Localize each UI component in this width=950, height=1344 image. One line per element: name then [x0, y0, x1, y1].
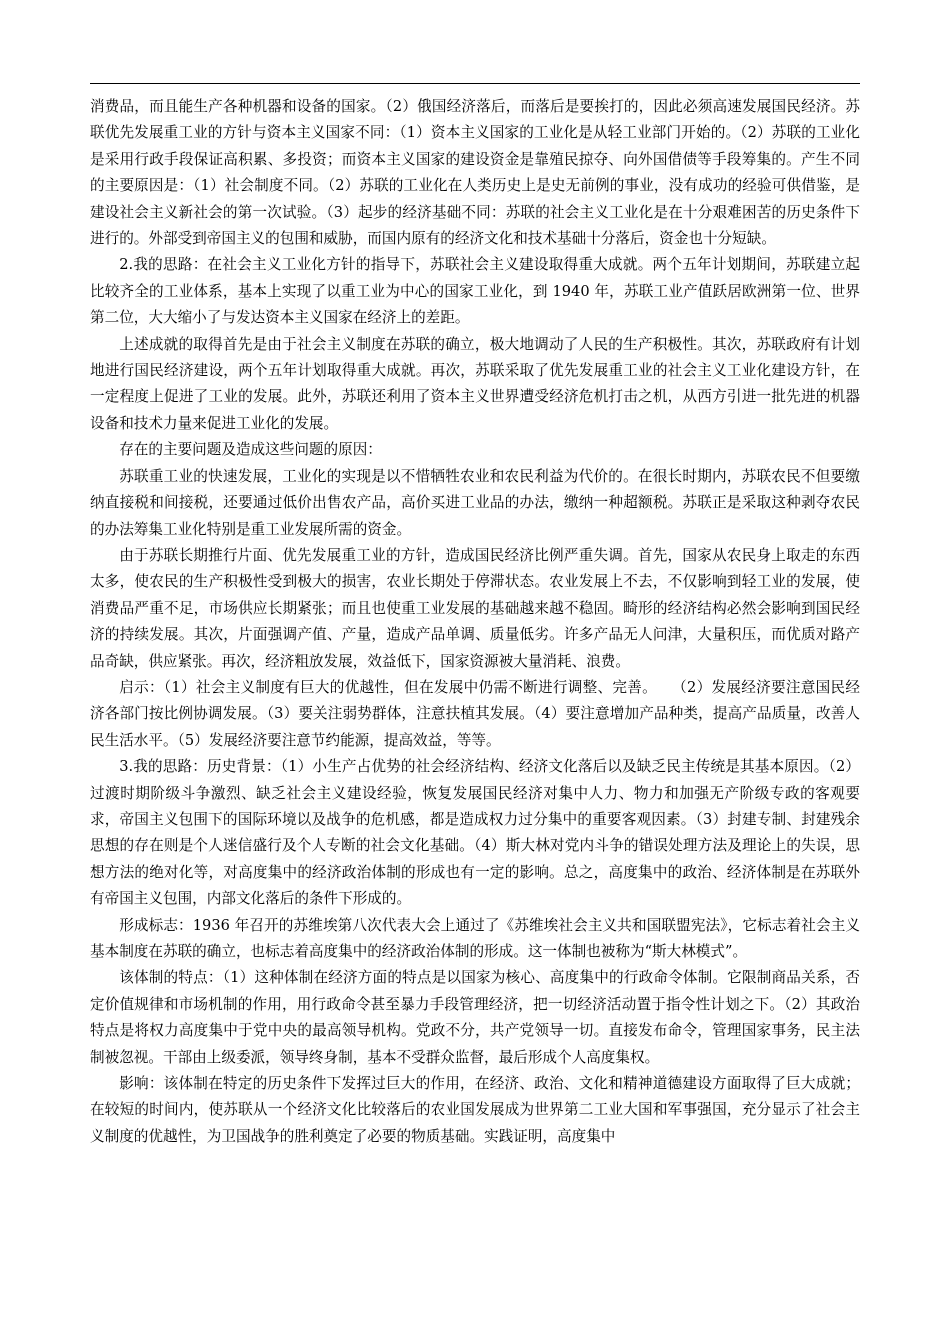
paragraph-problems-heading: 存在的主要问题及造成这些问题的原因： — [119, 441, 382, 459]
paragraph-impact: 影响：该体制在特定的历史条件下发挥过巨大的作用，在经济、政治、文化和精神道德建设方面取得了巨大成就；在较短的时间内，使苏联从一个经济文化比较落后的农业国发展成为世界第二工业大国和军事强国，充分显示了社会主义制度的优越性，为卫国战争的胜利奠定了必要的物质基础。实践证明，高度集中 — [90, 1075, 860, 1145]
paragraph-thinking-2: 2.我的思路：在社会主义工业化方针的指导下，苏联社会主义建设取得重大成就。两个五年计划期间，苏联建立起比较齐全的工业体系，基本上实现了以重工业为中心的国家工业化，到 1940 年，苏联工业产值跃居欧洲第一位、世界第二位，大大缩小了与发达资本主义国家在经济上的差距。 — [90, 256, 860, 327]
paragraph-thinking-3: 3.我的思路：历史背景：（1）小生产占优势的社会经济结构、经济文化落后以及缺乏民主传统是其基本原因。（2）过渡时期阶级斗争激烈、缺乏社会主义建设经验，恢复发展国民经济对集中人力、物力和加强无产阶级专政的客观要求，帝国主义包围下的国际环境以及战争的危机感，都是造成权力过分集中的重要客观因素。（3）封建专制、封建残余思想的存在则是个人迷信盛行及个人专断的社会文化基础。（4）斯大林对党内斗争的错误处理方法及理论上的失误，思想方法的绝对化等，对高度集中的经济政治体制的形成也有一定的影响。总之，高度集中的政治、经济体制是在苏联外有帝国主义包围，内部文化落后的条件下形成的。 — [90, 758, 860, 908]
paragraph-achievement-reasons: 上述成就的取得首先是由于社会主义制度在苏联的确立，极大地调动了人民的生产积极性。其次，苏联政府有计划地进行国民经济建设，两个五年计划取得重大成就。再次，苏联采取了优先发展重工业的社会主义工业化建设方针，在一定程度上促进了工业的发展。此外，苏联还利用了资本主义世界遭受经济危机打击之机，从西方引进一批先进的机器设备和技术力量来促进工业化的发展。 — [90, 335, 860, 432]
paragraph-imbalance: 由于苏联长期推行片面、优先发展重工业的方针，造成国民经济比例严重失调。首先，国家从农民身上取走的东西太多，使农民的生产积极性受到极大的损害，农业长期处于停滞状态。农业发展上不去，不仅影响到轻工业的发展，使消费品严重不足，市场供应长期紧张；而且也使重工业发展的基础越来越不稳固。畸形的经济结构必然会影响到国民经济的持续发展。其次，片面强调产值、产量，造成产品单调、质量低劣。许多产品无人问津，大量积压，而优质对路产品奇缺，供应紧张。再次，经济粗放发展，效益低下，国家资源被大量消耗、浪费。 — [90, 546, 860, 670]
paragraph-agriculture-cost: 苏联重工业的快速发展，工业化的实现是以不惜牺牲农业和农民利益为代价的。在很长时期内，苏联农民不但要缴纳直接税和间接税，还要通过低价出售农产品，高价买进工业品的办法，缴纳一种超额税。苏联正是采取这种剥夺农民的办法筹集工业化特别是重工业发展所需的资金。 — [90, 467, 860, 538]
paragraph-formation-mark: 形成标志：1936 年召开的苏维埃第八次代表大会上通过了《苏维埃社会主义共和国联盟宪法》，它标志着社会主义基本制度在苏联的确立，也标志着高度集中的经济政治体制的形成。这一体制也被称为“斯大林模式”。 — [90, 916, 860, 960]
header-rule — [90, 83, 860, 84]
document-body — [90, 94, 860, 1150]
paragraph-lessons: 启示：（1）社会主义制度有巨大的优越性，但在发展中仍需不断进行调整、完善。 （2）发展经济要注意国民经济各部门按比例协调发展。（3）要关注弱势群体，注意扶植其发展。（4）要注意增加产品种类，提高产品质量，改善人民生活水平。（5）发展经济要注意节约能源，提高效益，等等。 — [90, 678, 860, 749]
paragraph-system-features: 该体制的特点：（1）这种体制在经济方面的特点是以国家为核心、高度集中的行政命令体制。它限制商品关系，否定价值规律和市场机制的作用，用行政命令甚至暴力手段管理经济，把一切经济活动置于指令性计划之下。（2）其政治特点是将权力高度集中于党中央的最高领导机构。党政不分，共产党领导一切。直接发布命令，管理国家事务，民主法制被忽视。干部由上级委派，领导终身制，基本不受群众监督，最后形成个人高度集权。 — [90, 969, 860, 1066]
paragraph-continuation: 消费品，而且能生产各种机器和设备的国家。（2）俄国经济落后，而落后是要挨打的，因此必须高速发展国民经济。苏联优先发展重工业的方针与资本主义国家不同：（1）资本主义国家的工业化是从轻工业部门开始的。（2）苏联的工业化是采用行政手段保证高积累、多投资；而资本主义国家的建设资金是靠殖民掠夺、向外国借债等手段筹集的。产生不同的主要原因是：（1）社会制度不同。（2）苏联的工业化在人类历史上是史无前例的事业，没有成功的经验可供借鉴，是建设社会主义新社会的第一次试验。（3）起步的经济基础不同：苏联的社会主义工业化是在十分艰难困苦的历史条件下进行的。外部受到帝国主义的包围和威胁，而国内原有的经济文化和技术基础十分落后，资金也十分短缺。 — [90, 98, 860, 248]
